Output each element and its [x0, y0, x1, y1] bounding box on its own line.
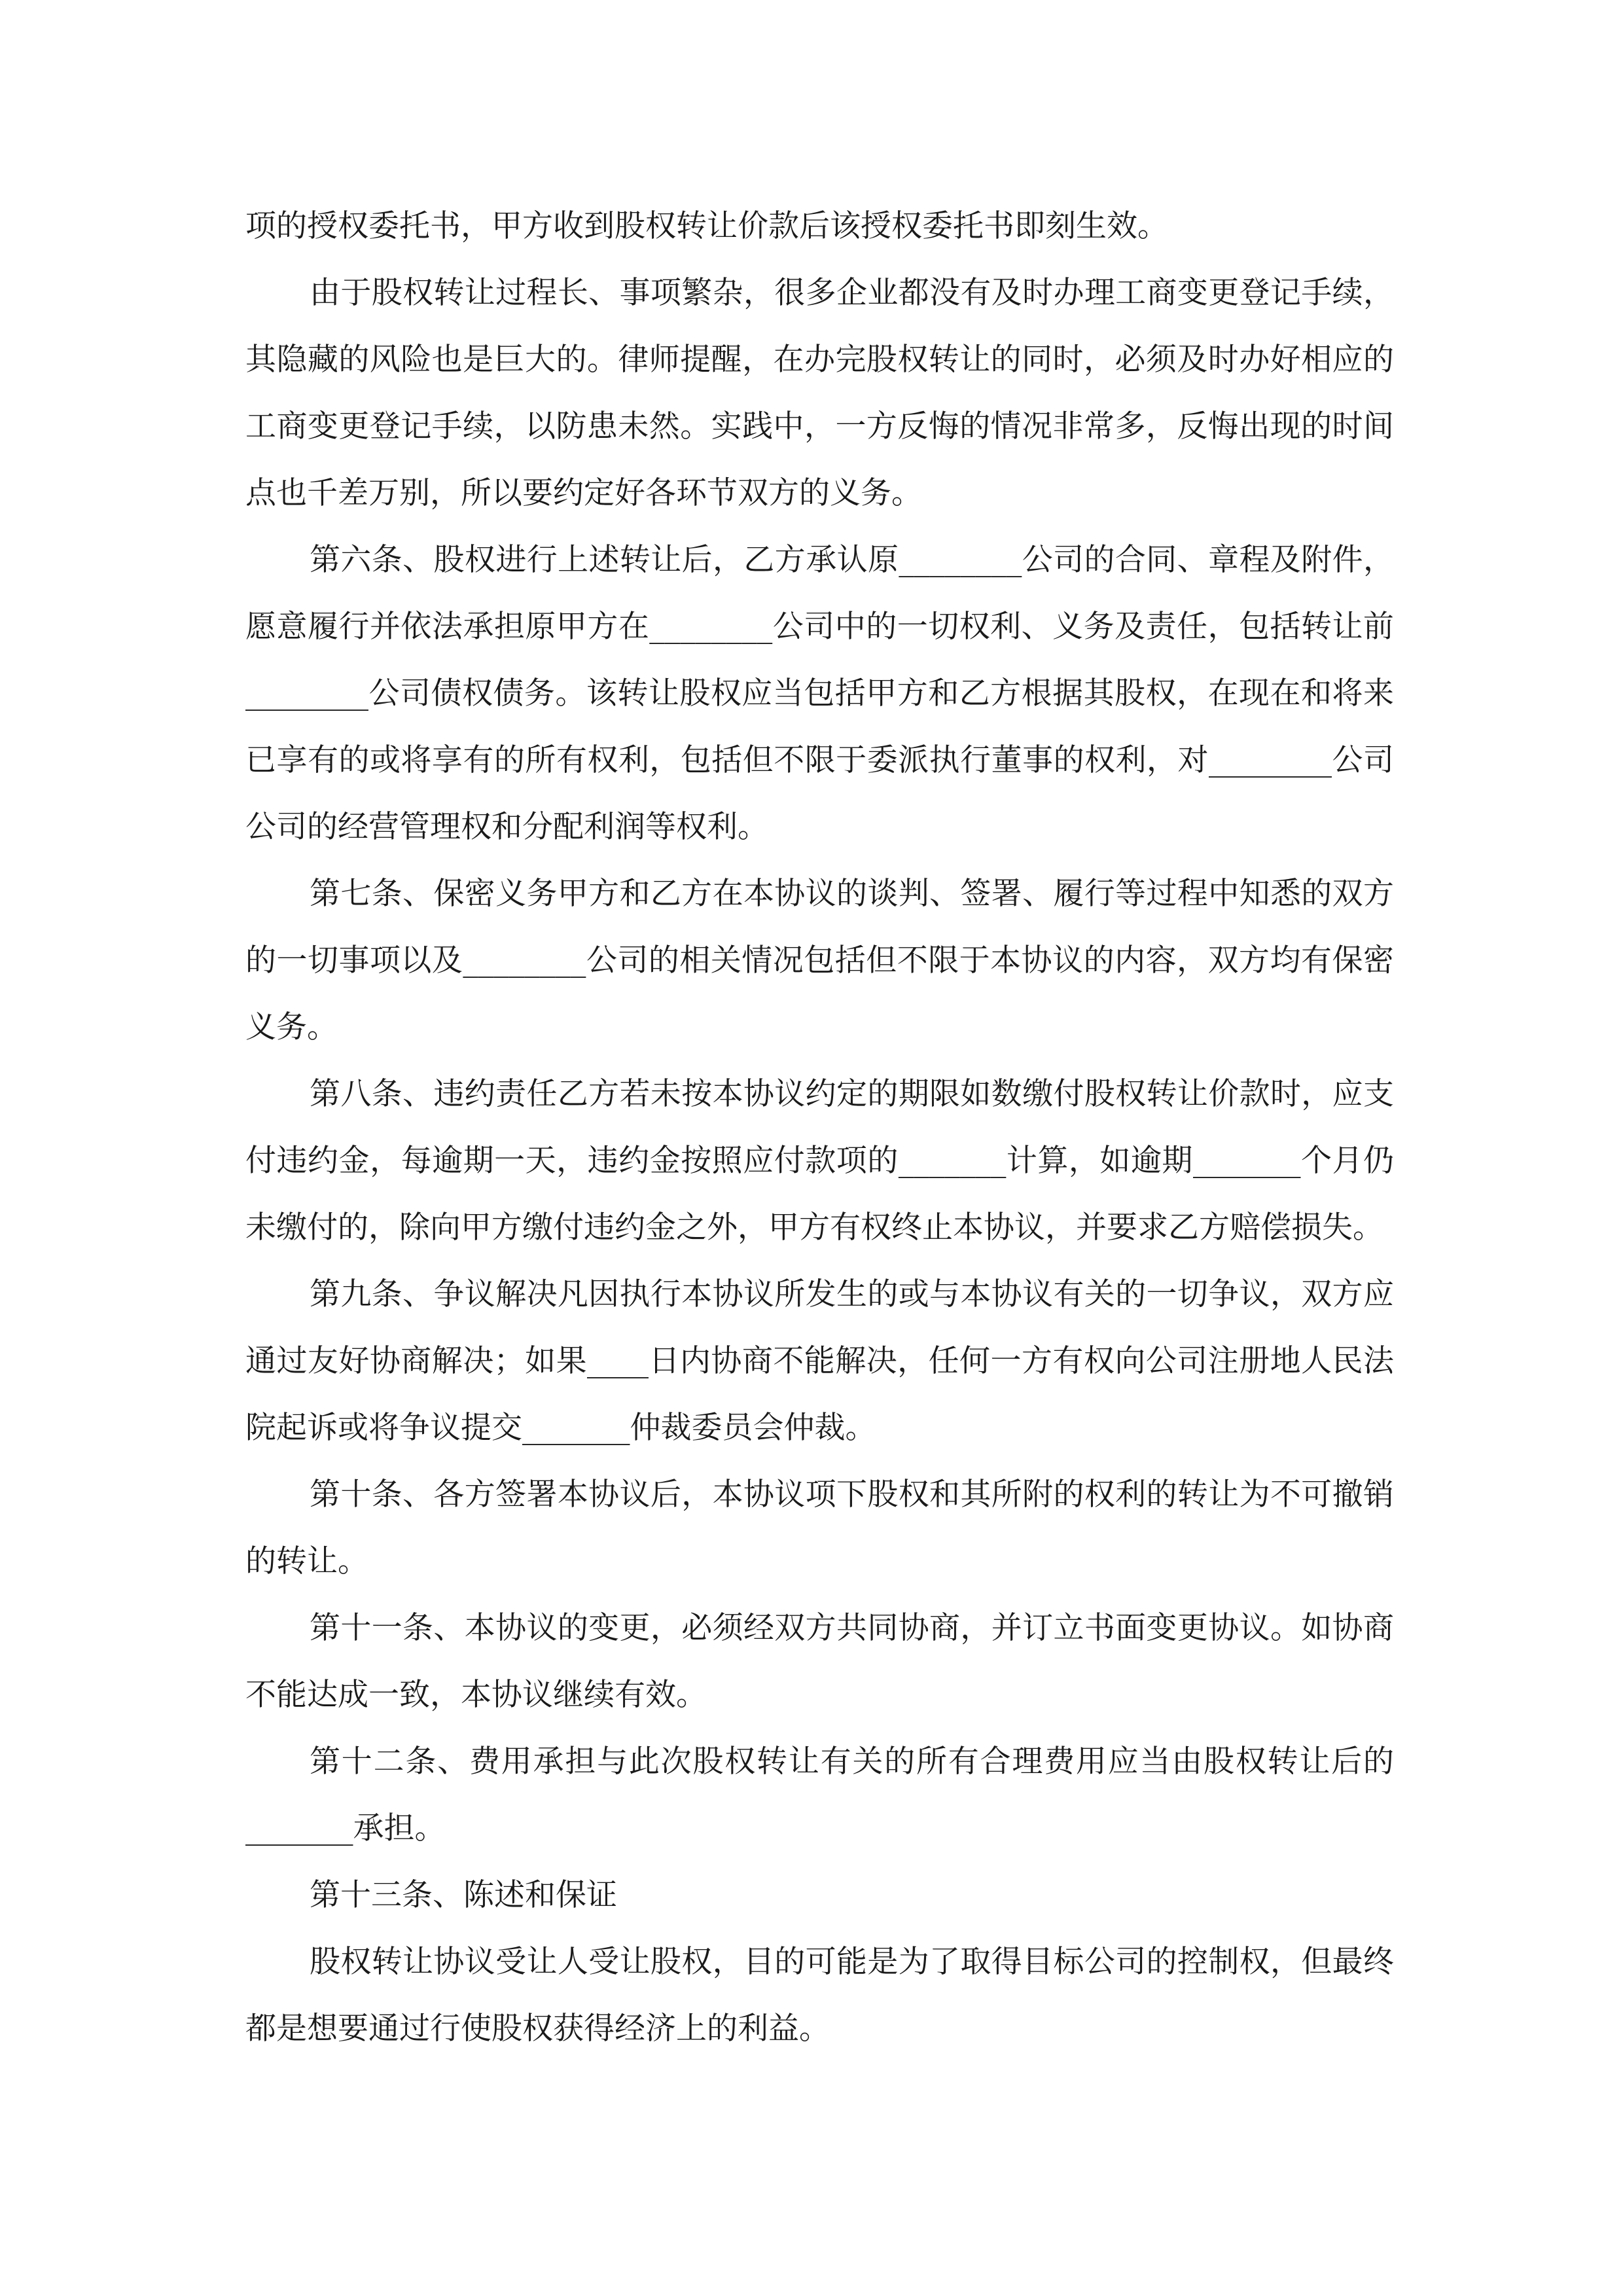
paragraph-article-7: 第七条、保密义务甲方和乙方在本协议的谈判、签署、履行等过程中知悉的双方的一切事项以及________公司的相关情况包括但不限于本协议的内容，双方均有保密义务。: [245, 876, 1394, 1045]
paragraph-article-6: 第六条、股权进行上述转让后，乙方承认原________公司的合同、章程及附件，愿意履行并依法承担原甲方在________公司中的一切权利、义务及责任，包括转让前________公司债权债务。该转让股权应当包括甲方和乙方根据其股权，在现在和将来已享有的或将享有的所有权利，包括但不限于委派执行董事的权利，对________公司公司的经营管理权和分配利润等权利。: [245, 542, 1394, 845]
document-body: [245, 193, 1394, 2062]
paragraph-authorization-continuation: 项的授权委托书，甲方收到股权转让价款后该授权委托书即刻生效。: [245, 208, 1168, 244]
paragraph-article-12: 第十二条、费用承担与此次股权转让有关的所有合理费用应当由股权转让后的_______承担。: [245, 1744, 1394, 1846]
paragraph-article-13-heading: 第十三条、陈述和保证: [310, 1877, 617, 1913]
paragraph-registration-risk: 由于股权转让过程长、事项繁杂，很多企业都没有及时办理工商变更登记手续，其隐藏的风险也是巨大的。律师提醒，在办完股权转让的同时，必须及时办好相应的工商变更登记手续，以防患未然。实践中，一方反悔的情况非常多，反悔出现的时间点也千差万别，所以要约定好各环节双方的义务。: [245, 275, 1394, 511]
paragraph-transfer-purpose: 股权转让协议受让人受让股权，目的可能是为了取得目标公司的控制权，但最终都是想要通过行使股权获得经济上的利益。: [245, 1944, 1394, 2047]
paragraph-article-8: 第八条、违约责任乙方若未按本协议约定的期限如数缴付股权转让价款时，应支付违约金，每逾期一天，违约金按照应付款项的_______计算，如逾期_______个月仍未缴付的，除向甲方缴付违约金之外，甲方有权终止本协议，并要求乙方赔偿损失。: [245, 1076, 1394, 1246]
paragraph-article-10: 第十条、各方签署本协议后，本协议项下股权和其所附的权利的转让为不可撤销的转让。: [245, 1477, 1394, 1579]
paragraph-article-9: 第九条、争议解决凡因执行本协议所发生的或与本协议有关的一切争议，双方应通过友好协商解决；如果____日内协商不能解决，任何一方有权向公司注册地人民法院起诉或将争议提交_______仲裁委员会仲裁。: [245, 1276, 1394, 1446]
paragraph-article-11: 第十一条、本协议的变更，必须经双方共同协商，并订立书面变更协议。如协商不能达成一致，本协议继续有效。: [245, 1610, 1394, 1713]
